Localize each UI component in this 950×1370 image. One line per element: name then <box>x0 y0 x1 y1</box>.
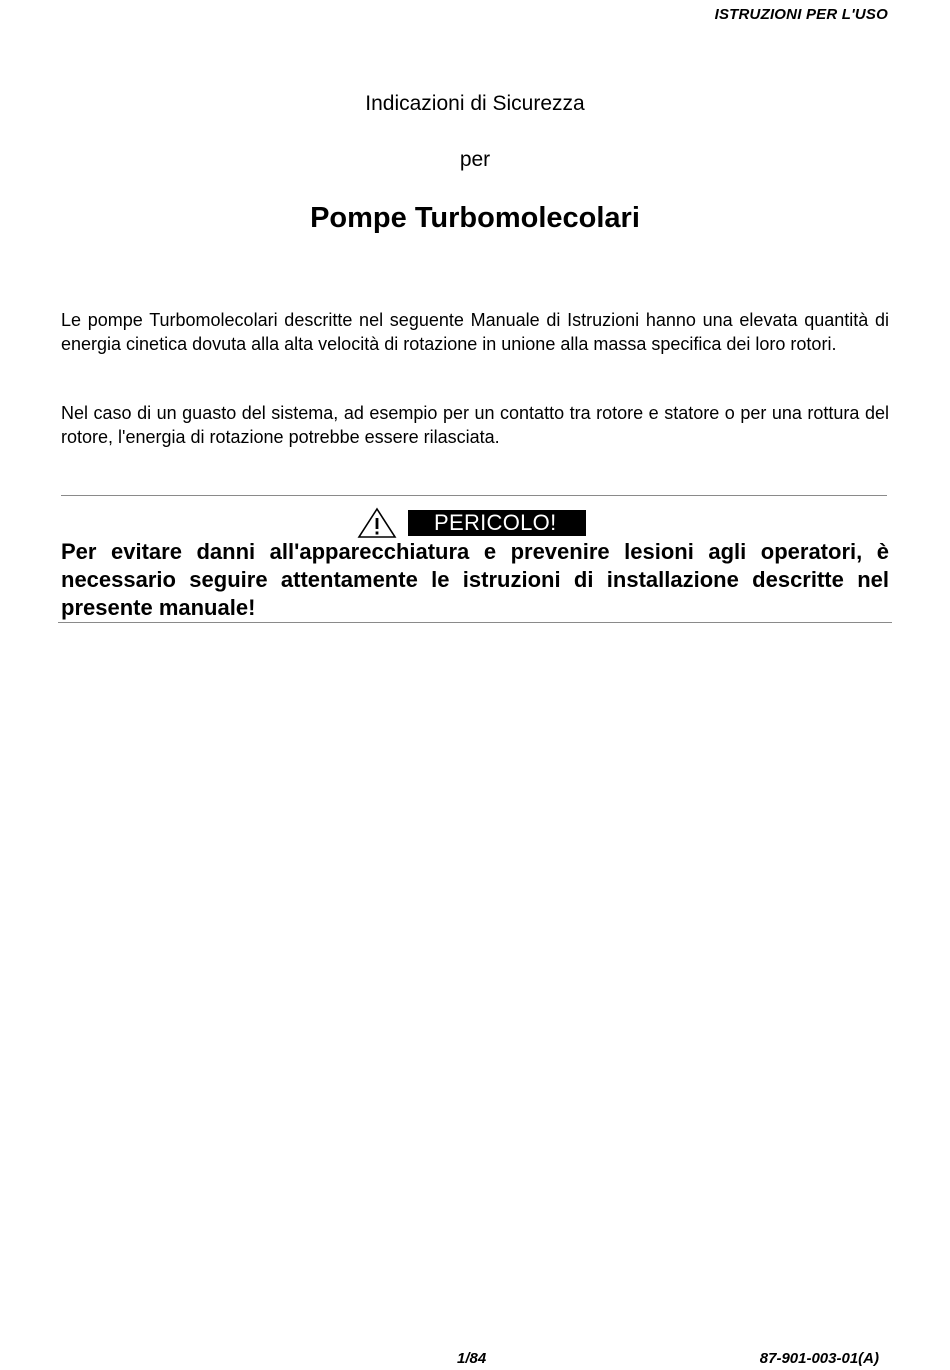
danger-badge: PERICOLO! <box>408 510 586 536</box>
warning-divider-top <box>61 495 887 496</box>
title-line-safety: Indicazioni di Sicurezza <box>365 92 585 115</box>
warning-divider-bottom <box>58 622 892 623</box>
warning-triangle-icon <box>357 507 397 539</box>
intro-paragraph: Le pompe Turbomolecolari descritte nel seguente Manuale di Istruzioni hanno una elevata quantità di energia cinetica dovuta alla alta velocità di rotazione in unione alla massa specifica dei loro rotori. <box>61 310 889 354</box>
document-code: 87-901-003-01(A) <box>759 1350 879 1367</box>
warning-text: Per evitare danni all'apparecchiatura e prevenire lesioni agli operatori, è necessario seguire attentamente le istruzioni di installazione descritte nel presente manuale! <box>61 539 889 620</box>
failure-paragraph: Nel caso di un guasto del sistema, ad esempio per un contatto tra rotore e statore o per una rottura del rotore, l'energia di rotazione potrebbe essere rilasciata. <box>61 403 889 447</box>
document-header-label: ISTRUZIONI PER L'USO <box>714 6 888 23</box>
page-number: 1/84 <box>457 1350 487 1367</box>
title-line-per: per <box>459 148 491 171</box>
document-title: Pompe Turbomolecolari <box>310 202 640 234</box>
warning-heading <box>357 506 586 540</box>
